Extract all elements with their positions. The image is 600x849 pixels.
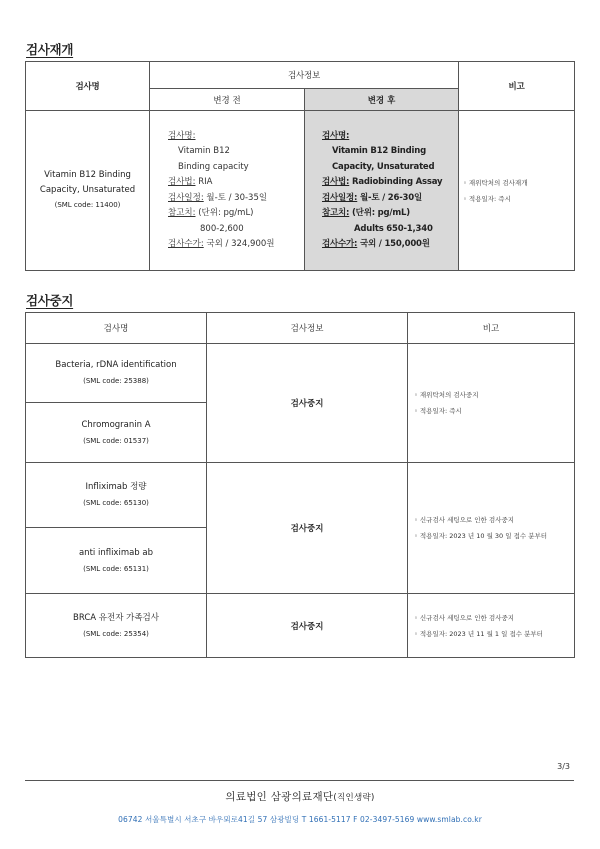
test-name-cell <box>26 528 207 594</box>
after-schedule-label: 검사일정: <box>322 192 358 203</box>
after-name-line1: Vitamin B12 Binding <box>332 146 426 156</box>
organization-name: 의료법인 삼광의료재단 <box>225 791 334 803</box>
before-ref-value: (단위: pg/mL) <box>198 208 254 218</box>
test-name: Chromogranin A <box>81 419 151 430</box>
before-fee-label: 검사수가: <box>168 239 204 249</box>
test-code: (SML code: 65130) <box>83 499 149 507</box>
header-test-info: 검사정보 <box>150 62 459 89</box>
note-line: ◦ 적용일자: 2023 년 10 월 30 일 접수 분부터 <box>414 532 548 540</box>
test-code: (SML code: 25354) <box>83 629 149 638</box>
resume-table <box>25 61 575 271</box>
test-name-cell <box>26 594 207 658</box>
after-fee-value: 국외 / 150,000원 <box>360 239 430 249</box>
organization <box>0 789 600 804</box>
page-number: 3/3 <box>557 762 570 771</box>
after-ref-value: (단위: pg/mL) <box>352 208 410 218</box>
header-note: 비고 <box>408 313 575 344</box>
note-cell <box>459 111 575 271</box>
test-name: Vitamin B12 Binding Capacity, Unsaturated <box>39 170 136 195</box>
test-name-cell <box>26 403 207 463</box>
header-before: 변경 전 <box>150 89 305 111</box>
after-ref-line2: Adults 650-1,340 <box>354 223 433 234</box>
note-cell <box>408 594 575 658</box>
test-name: anti infliximab ab <box>78 547 154 558</box>
before-ref-line2: 800-2,600 <box>200 223 244 234</box>
section-title-stop: 검사중지 <box>26 293 74 308</box>
section-title-resume: 검사재개 <box>26 42 74 57</box>
header-test-name: 검사명 <box>26 313 207 344</box>
before-name-label: 검사명: <box>168 130 196 141</box>
test-name-cell <box>26 463 207 528</box>
note-line: ◦ 재위탁처의 검사재개 <box>463 178 528 187</box>
after-cell <box>305 111 459 271</box>
note-line: ◦ 적용일자: 즉시 <box>414 407 462 415</box>
test-name-cell <box>26 111 150 271</box>
header-note: 비고 <box>459 62 575 111</box>
header-test-info: 검사정보 <box>207 313 408 344</box>
test-info-status: 검사중지 <box>207 344 408 463</box>
test-name: BRCA 유전자 가족검사 <box>73 612 159 623</box>
header-after: 변경 후 <box>305 89 459 111</box>
after-name-line2: Capacity, Unsaturated <box>332 161 435 172</box>
note-line: ◦ 신규검사 세팅으로 인한 검사중지 <box>414 613 515 622</box>
note-line: ◦ 적용일자: 2023 년 11 월 1 일 접수 분부터 <box>414 629 543 638</box>
note-cell <box>408 344 575 463</box>
test-code: (SML code: 11400) <box>54 201 121 209</box>
stop-table <box>25 312 575 658</box>
test-info-status: 검사중지 <box>207 463 408 594</box>
test-code: (SML code: 65131) <box>83 564 149 573</box>
before-name-line2: Binding capacity <box>178 161 249 172</box>
after-method-value: Radiobinding Assay <box>352 177 443 187</box>
note-cell <box>408 463 575 594</box>
before-cell <box>150 111 305 271</box>
before-method-label: 검사법: <box>168 177 196 187</box>
note-line: ◦ 적용일자: 즉시 <box>463 194 511 203</box>
note-line: ◦ 신규검사 세팅으로 인한 검사중지 <box>414 516 515 524</box>
before-method-value: RIA <box>198 177 213 187</box>
after-method-label: 검사법: <box>322 177 350 187</box>
after-ref-label: 참고치: <box>322 208 350 218</box>
before-schedule-label: 검사일정: <box>168 192 204 203</box>
test-code: (SML code: 25388) <box>83 377 149 385</box>
before-fee-value: 국외 / 324,900원 <box>206 239 275 249</box>
test-info-status: 검사중지 <box>207 594 408 658</box>
footer-divider <box>25 780 574 781</box>
test-name: Bacteria, rDNA identification <box>55 360 177 370</box>
test-name-cell <box>26 344 207 403</box>
test-code: (SML code: 01537) <box>83 436 149 445</box>
organization-suffix: (직인생략) <box>333 793 375 803</box>
footer-address: 06742 서울특별시 서초구 바우뫼로41길 57 삼광빌딩 T 1661-5117 F 02-3497-5169 www.smlab.co.kr <box>118 815 482 824</box>
test-name: Infliximab 정량 <box>85 482 147 492</box>
header-test-name: 검사명 <box>26 62 150 111</box>
note-line: ◦ 재위탁처의 검사중지 <box>414 391 479 399</box>
after-name-label: 검사명: <box>322 130 350 141</box>
after-fee-label: 검사수가: <box>322 239 358 249</box>
before-schedule-value: 월-토 / 30-35일 <box>206 192 268 203</box>
before-ref-label: 참고치: <box>168 208 196 218</box>
after-schedule-value: 월-토 / 26-30일 <box>360 192 422 203</box>
before-name-line1: Vitamin B12 <box>178 146 230 156</box>
